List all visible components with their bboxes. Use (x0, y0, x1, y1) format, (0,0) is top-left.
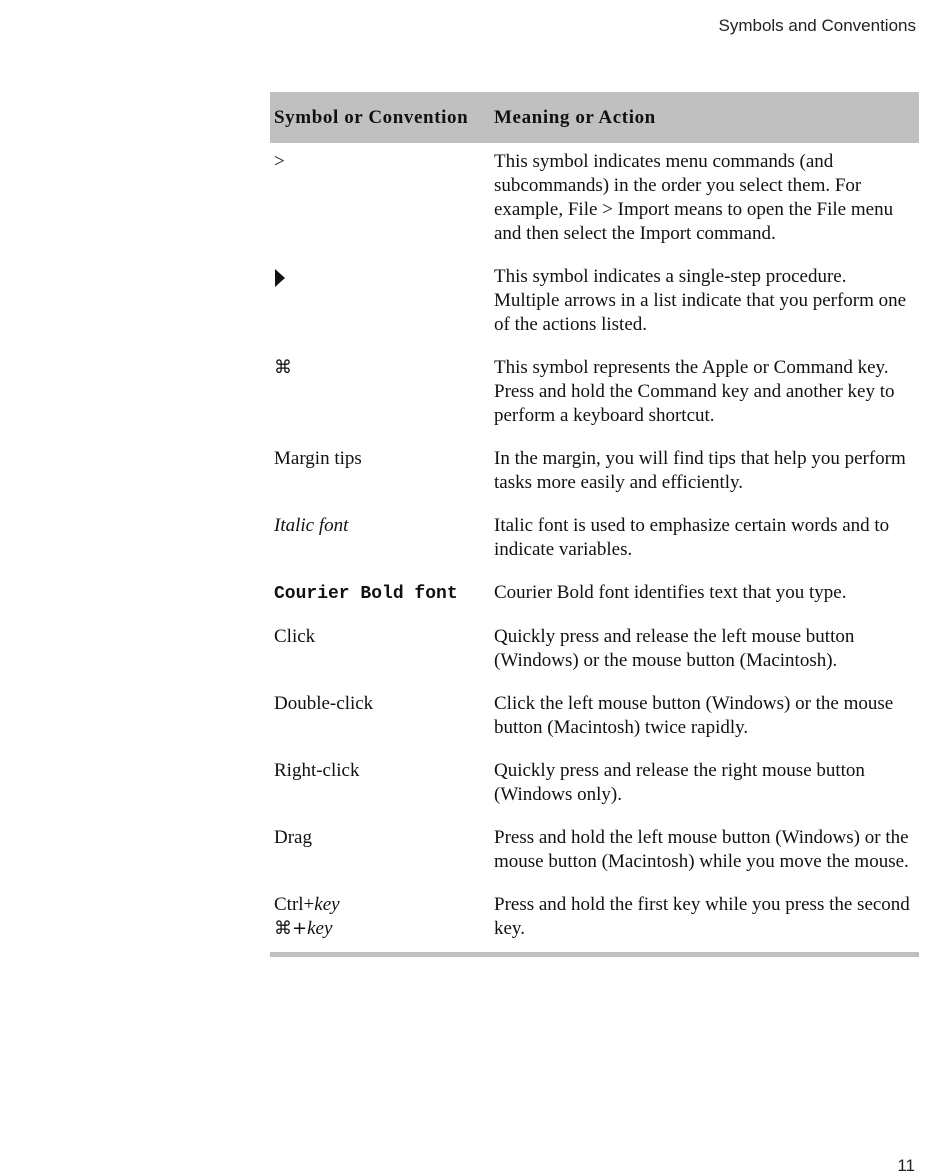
symbol-cell: Click (274, 626, 316, 647)
meaning-cell: Click the left mouse button (Windows) or the mouse button (Macintosh) twice rapidly. (494, 693, 894, 738)
meaning-cell: This symbol indicates menu commands (and subcommands) in the order you select them. For example, File > Import means to open the File menu and then select the Import command. (494, 151, 894, 244)
table-row (270, 447, 919, 495)
column-header-meaning: Meaning or Action (494, 106, 656, 128)
symbol-cell: Double-click (274, 693, 374, 714)
table-row (270, 581, 919, 606)
table-body (270, 143, 919, 941)
meaning-cell: Quickly press and release the right mouse button (Windows only). (494, 760, 865, 805)
symbol-cell: Margin tips (274, 448, 362, 469)
meaning-cell: Press and hold the left mouse button (Windows) or the mouse button (Macintosh) while you move the mouse. (494, 827, 909, 872)
page-number: 11 (897, 1156, 915, 1175)
symbol-cell (270, 265, 494, 337)
table-row (270, 356, 919, 428)
meaning-cell: This symbol indicates a single-step procedure. Multiple arrows in a list indicate that you perform one of the actions listed. (494, 266, 907, 335)
table-row (270, 759, 919, 807)
meaning-cell: Press and hold the first key while you press the second key. (494, 894, 910, 939)
command-key-combo (274, 917, 494, 941)
courier-sample: Courier Bold font (274, 584, 458, 604)
table-row (270, 150, 919, 246)
column-header-symbol: Symbol or Convention (274, 106, 469, 128)
ctrl-key-combo (274, 893, 494, 917)
table-row (270, 514, 919, 562)
table-row (270, 893, 919, 941)
conventions-table (270, 92, 919, 957)
table-row (270, 826, 919, 874)
command-prefix: ⌘+ (274, 918, 308, 939)
symbol-cell (270, 581, 494, 606)
running-head: Symbols and Conventions (718, 16, 916, 35)
command-key-icon: ⌘ (274, 357, 292, 378)
table-bottom-rule (270, 952, 919, 957)
symbol-cell: Drag (274, 827, 312, 848)
meaning-cell: Italic font is used to emphasize certain words and to indicate variables. (494, 515, 890, 560)
symbol-cell: Right-click (274, 760, 360, 781)
symbol-cell (270, 356, 494, 428)
meaning-cell: In the margin, you will find tips that help you perform tasks more easily and efficiently. (494, 448, 906, 493)
table-row (270, 265, 919, 337)
table-row (270, 625, 919, 673)
meaning-cell: This symbol represents the Apple or Command key. Press and hold the Command key and another key to perform a keyboard shortcut. (494, 357, 895, 426)
key-placeholder: key (307, 918, 333, 939)
table-header (270, 92, 919, 143)
symbol-cell: Italic font (274, 515, 349, 536)
key-placeholder: key (314, 894, 340, 915)
meaning-cell: Courier Bold font identifies text that you type. (494, 582, 847, 603)
table-row (270, 692, 919, 740)
right-arrow-icon (275, 269, 285, 287)
symbol-cell: > (274, 151, 285, 172)
meaning-cell: Quickly press and release the left mouse button (Windows) or the mouse button (Macintosh). (494, 626, 855, 671)
ctrl-prefix: Ctrl+ (274, 894, 315, 915)
symbol-cell (270, 893, 494, 941)
